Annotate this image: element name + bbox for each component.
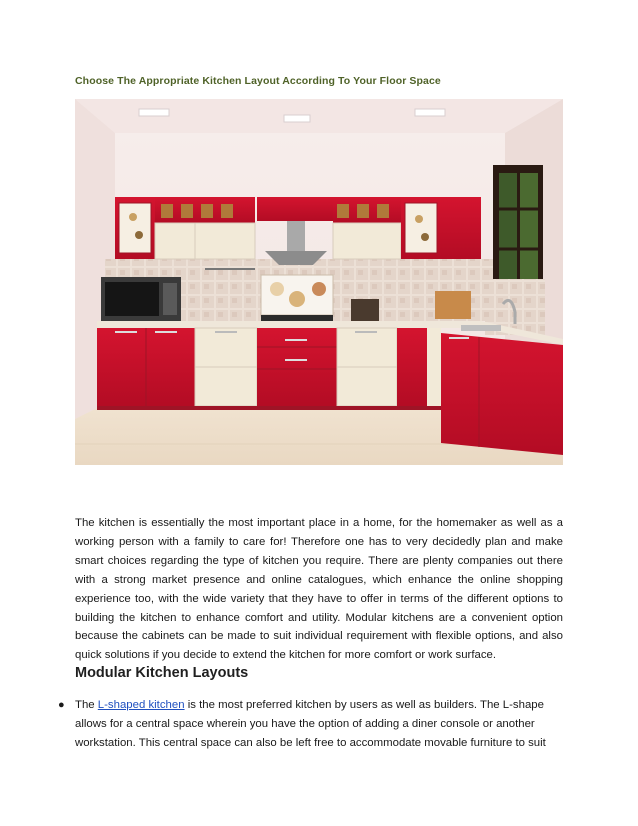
list-item-text: is the most preferred kitchen by users as well as builders. The L-shape allows for a central space wherein you have the option of adding a diner console or another workstation. This central space can also be left free to accommodate movable furniture to suit xyxy=(75,699,546,749)
intro-paragraph: The kitchen is essentially the most important place in a home, for the homemaker as well as a working person with a family to care for! Therefore one has to very decidedly plan and make smart choices regarding the type of kitchen you require. There are plenty companies out there with a strong market presence and online catalogues, which enhance the online shopping experience too, with the wide variety that they have to offer in terms of the different options to building the kitchen to enhance comfort and utility. Modular kitchens are a convenient option because the cabinets can be made to suit individual requirement with flexible options, and also quick solutions if you decide to extend the kitchen for more comfort or work surface. xyxy=(75,517,563,662)
section-title: Modular Kitchen Layouts xyxy=(75,665,249,681)
list-item-prefix: The xyxy=(75,699,98,711)
kitchen-illustration xyxy=(75,99,563,465)
layout-list xyxy=(58,696,563,753)
page-heading: Choose The Appropriate Kitchen Layout According To Your Floor Space xyxy=(75,75,441,87)
l-shaped-kitchen-link[interactable]: L-shaped kitchen xyxy=(97,699,185,711)
kitchen-photo xyxy=(75,99,563,465)
bullet-icon: ● xyxy=(58,699,65,711)
list-item xyxy=(58,696,563,753)
